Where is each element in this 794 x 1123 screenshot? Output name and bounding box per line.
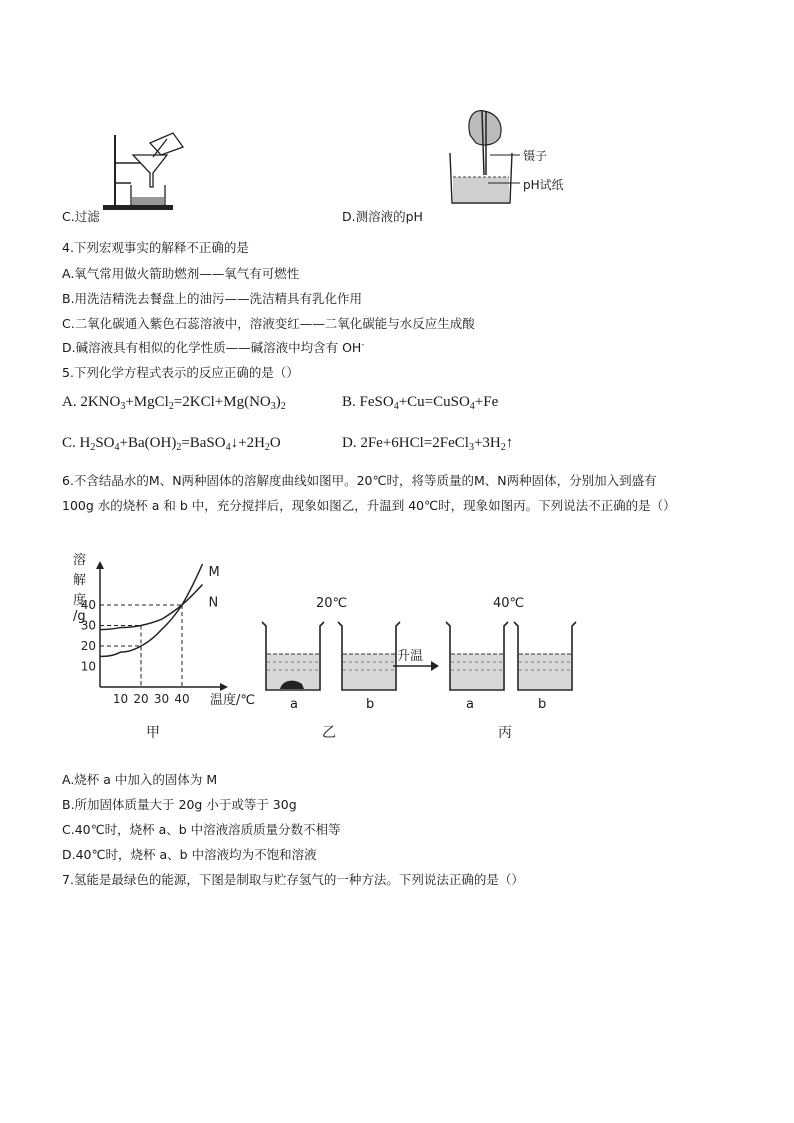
label-tweezers: 镊子 (523, 149, 548, 163)
temp-label-20: 20℃ (316, 596, 348, 611)
y-tick-20: 20 (80, 639, 96, 653)
q6-stem-line2: 100g 水的烧杯 a 和 b 中，充分搅拌后，现象如图乙，升温到 40℃时，现象如图丙。下列说法不正确的是（） (62, 498, 676, 513)
q3-option-c: C.过滤 (62, 209, 100, 224)
panel-label-jia: 甲 (146, 725, 160, 741)
q6-option-d: D.40℃时，烧杯 a、b 中溶液均为不饱和溶液 (62, 847, 317, 862)
series-line-N (100, 585, 203, 630)
x-tick-40: 40 (174, 692, 190, 706)
beaker-a-20c (258, 618, 328, 694)
x-tick-10: 10 (112, 692, 129, 706)
solubility-chart (60, 545, 275, 745)
heating-arrow (393, 660, 439, 672)
beaker-b-label-20: b (366, 697, 375, 712)
x-axis-label: 温度/℃ (210, 693, 255, 708)
y-tick-30: 30 (80, 618, 96, 633)
q4-stem: 4.下列宏观事实的解释不正确的是 (62, 240, 249, 255)
series-line-M (100, 564, 203, 656)
y-label-char-3: 度 (73, 593, 87, 608)
x-tick-30: 30 (153, 692, 170, 706)
heating-arrow-label: 升温 (397, 649, 424, 664)
q4-option-b: B.用洗洁精洗去餐盘上的油污——洗洁精具有乳化作用 (62, 291, 363, 306)
beaker-b-40c (510, 618, 580, 694)
q6-option-a: A.烧杯 a 中加入的固体为 M (62, 772, 218, 787)
q4-option-d: D.碱溶液具有相似的化学性质——碱溶液中均含有 OH- (62, 339, 365, 355)
y-label-char-2: 解 (73, 573, 87, 588)
q5-option-a: A. $2KNO_3+MgCl_2=2KCl+Mg(NO_3)_2$ (62, 394, 286, 412)
beaker-a-40c (442, 618, 512, 694)
q5-stem: 5.下列化学方程式表示的反应正确的是（） (62, 365, 299, 380)
q6-option-b: B.所加固体质量大于 20g 小于或等于 30g (62, 797, 297, 812)
series-label-M: M (208, 565, 220, 580)
panel-label-yi: 乙 (322, 725, 336, 741)
y-label-char-1: 溶 (73, 553, 87, 568)
temp-label-40: 40℃ (493, 596, 525, 611)
y-tick-10: 10 (80, 659, 96, 674)
panel-label-bing: 丙 (498, 725, 512, 741)
beaker-a-label-20: a (290, 697, 298, 712)
series-label-N: N (208, 595, 219, 611)
q5-option-d: D. $2Fe+6HCl=2FeCl_3+3H_2↑$ (342, 435, 514, 453)
q3-option-d: D.测溶液的pH (342, 209, 423, 224)
q5-option-b: B. FeSO$_4$+Cu=CuSO$_4$+Fe (342, 394, 499, 412)
q6-option-c: C.40℃时，烧杯 a、b 中溶液溶质质量分数不相等 (62, 822, 341, 837)
beaker-a-label-40: a (466, 697, 474, 712)
beaker-b-label-40: b (538, 697, 547, 712)
label-ph-paper: pH试纸 (523, 178, 564, 192)
beaker-b-20c (334, 618, 404, 694)
ph-test-apparatus-image (440, 105, 570, 210)
y-axis-arrow (96, 561, 104, 569)
q4-option-a: A.氧气常用做火箭助燃剂——氧气有可燃性 (62, 266, 300, 281)
x-tick-20: 20 (133, 692, 149, 706)
y-tick-40: 40 (80, 598, 96, 612)
q4-option-c: C.二氧化碳通入紫色石蕊溶液中，溶液变红——二氧化碳能与水反应生成酸 (62, 316, 475, 331)
y-label-char-4: /g (73, 609, 86, 624)
q6-stem-line1: 6.不含结晶水的M、N两种固体的溶解度曲线如图甲。20℃时，将等质量的M、N两种固体，分别加入到盛有 (62, 473, 657, 488)
filtration-apparatus-image (95, 125, 205, 215)
q5-option-c: C. $H_2SO_4+Ba(OH)_2=BaSO_4↓+2H_2O$ (62, 435, 281, 453)
q7-stem: 7.氢能是最绿色的能源，下图是制取与贮存氢气的一种方法。下列说法正确的是（） (62, 872, 524, 887)
